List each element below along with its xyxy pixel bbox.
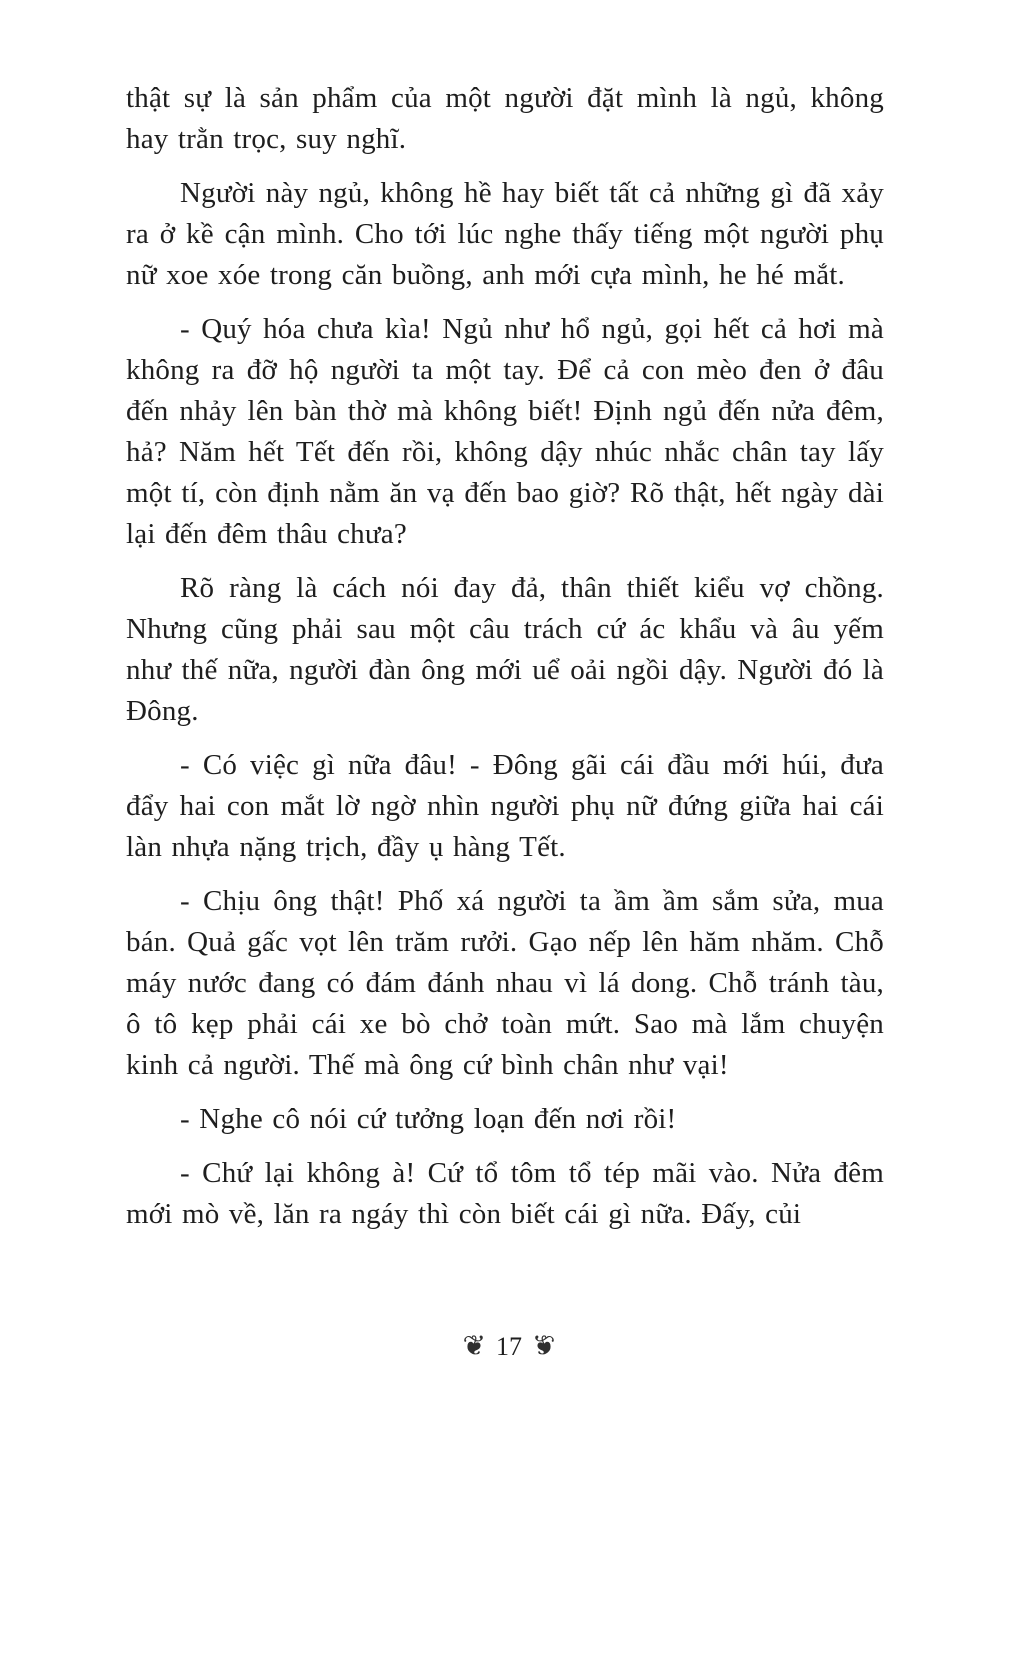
paragraph: Người này ngủ, không hề hay biết tất cả những gì đã xảy ra ở kề cận mình. Cho tới lúc nghe thấy tiếng một người phụ nữ xoe xóe trong căn buồng, anh mới cựa mình, he hé mắt. [126, 177, 884, 291]
floral-ornament-right-icon: ❦ [532, 1331, 556, 1362]
paragraph: - Nghe cô nói cứ tưởng loạn đến nơi rồi! [180, 1103, 677, 1135]
paragraph: - Có việc gì nữa đâu! - Đông gãi cái đầu mới húi, đưa đẩy hai con mắt lờ ngờ nhìn người phụ nữ đứng giữa hai cái làn nhựa nặng trịch, đầy ụ hàng Tết. [126, 749, 884, 863]
floral-ornament-left-icon: ❦ [462, 1331, 486, 1362]
paragraph: - Quý hóa chưa kìa! Ngủ như hổ ngủ, gọi hết cả hơi mà không ra đỡ hộ người ta một tay. Để cả con mèo đen ở đâu đến nhảy lên bàn thờ mà không biết! Định ngủ đến nửa đêm, hả? Năm hết Tết đến rồi, không dậy nhúc nhắc chân tay lấy một tí, còn định nằm ăn vạ đến bao giờ? Rõ thật, hết ngày dài lại đến đêm thâu chưa? [126, 313, 884, 550]
paragraph: - Chịu ông thật! Phố xá người ta ầm ầm sắm sửa, mua bán. Quả gấc vọt lên trăm rưởi. Gạo nếp lên hăm nhăm. Chỗ máy nước đang có đám đánh nhau vì lá dong. Chỗ tránh tàu, ô tô kẹp phải cái xe bò chở toàn mứt. Sao mà lắm chuyện kinh cả người. Thế mà ông cứ bình chân như vại! [126, 885, 884, 1081]
page-footer [0, 1332, 1018, 1362]
paragraph: - Chứ lại không à! Cứ tổ tôm tổ tép mãi vào. Nửa đêm mới mò về, lăn ra ngáy thì còn biết cái gì nữa. Đấy, củi [126, 1157, 884, 1230]
page-number: 17 [496, 1332, 522, 1361]
paragraph: thật sự là sản phẩm của một người đặt mình là ngủ, không hay trằn trọc, suy nghĩ. [126, 82, 884, 155]
page-text-block [126, 78, 884, 1248]
paragraph: Rõ ràng là cách nói đay đả, thân thiết kiểu vợ chồng. Nhưng cũng phải sau một câu trách cứ ác khẩu và âu yếm như thế nữa, người đàn ông mới uể oải ngồi dậy. Người đó là Đông. [126, 572, 884, 727]
